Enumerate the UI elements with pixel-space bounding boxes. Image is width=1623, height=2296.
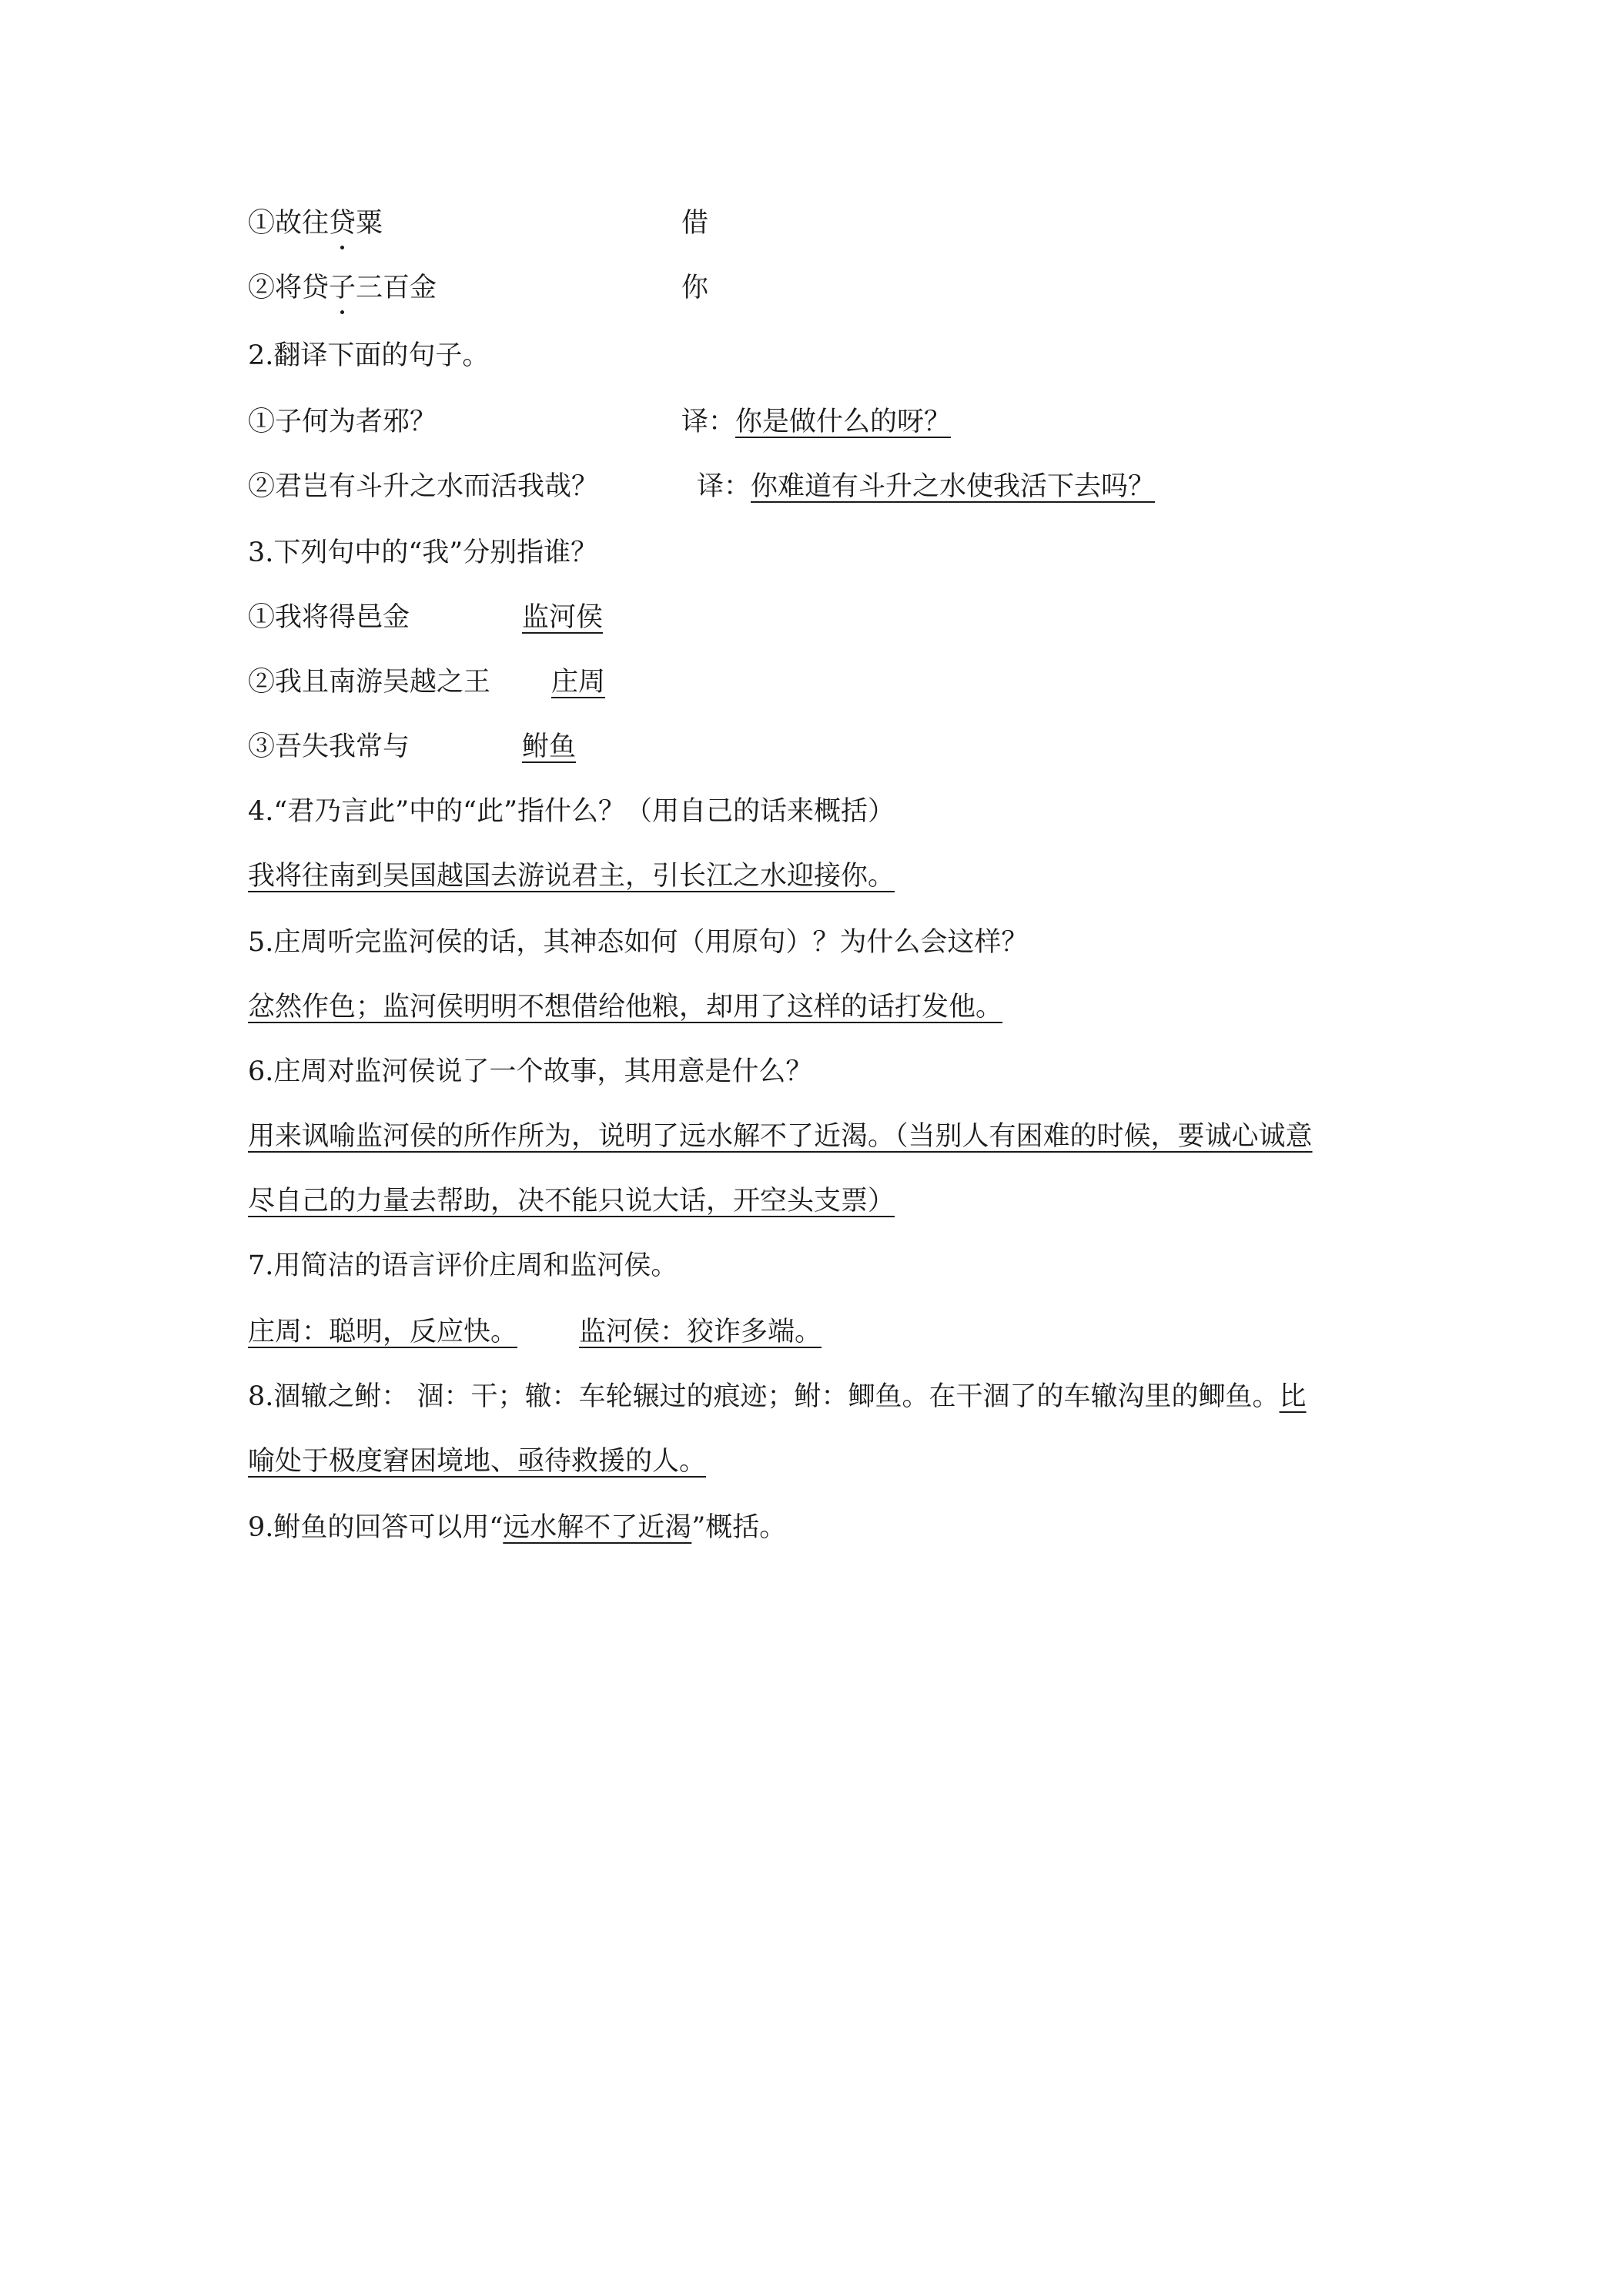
q9-line <box>248 1509 786 1546</box>
q8-answer-start: 比 <box>1279 1381 1307 1412</box>
q2-item1-answer: 你是做什么的呀？ <box>735 407 952 437</box>
q3-item2-answer: 庄周 <box>551 667 606 698</box>
q7-answer-zhuangzhou: 庄周：聪明，反应快。 <box>248 1317 518 1347</box>
q2-item1-translation <box>681 403 951 440</box>
q1-item1-post: 粟 <box>356 208 383 239</box>
q2-item2-sentence: ②君岂有斗升之水而活我哉？ <box>248 471 599 502</box>
q1-item2-post: 三百金 <box>356 273 437 303</box>
q5-title: 5.庄周听完监河侯的话，其神态如何（用原句）？为什么会这样？ <box>248 927 1029 958</box>
q3-title: 3.下列句中的“我”分别指谁？ <box>248 537 598 568</box>
q4-title: 4.“君乃言此”中的“此”指什么？（用自己的话来概括） <box>248 796 895 827</box>
q6-answer-line1: 用来讽喻监河侯的所作所为，说明了远水解不了近渴。（当别人有困难的时候，要诚心诚意 <box>248 1121 1313 1152</box>
q3-item1-sentence: ①我将得邑金 <box>248 602 410 633</box>
q7-answer <box>248 1314 822 1350</box>
q7-title: 7.用简洁的语言评价庄周和监河侯。 <box>248 1250 678 1281</box>
q1-item2-answer: 你 <box>681 273 709 303</box>
q2-item2-answer: 你难道有斗升之水使我活下去吗？ <box>751 471 1156 502</box>
q3-item1-answer: 监河侯 <box>522 602 604 633</box>
q2-item2-label: 译： <box>697 471 751 502</box>
q1-item1-pre: ①故往 <box>248 208 330 239</box>
q7-answer-jianhehou: 监河侯：狡诈多端。 <box>579 1317 822 1347</box>
q8-line1 <box>248 1378 1307 1415</box>
q5-answer: 忿然作色；监河侯明明不想借给他粮，却用了这样的话打发他。 <box>248 992 1003 1022</box>
q6-title: 6.庄周对监河侯说了一个故事，其用意是什么？ <box>248 1056 813 1087</box>
q1-item1-emphasis-char: 贷 <box>329 205 356 242</box>
q1-item1 <box>248 205 383 242</box>
q2-title: 2.翻译下面的句子。 <box>248 340 490 371</box>
q3-item3-answer: 鲋鱼 <box>522 731 577 762</box>
q4-answer: 我将往南到吴国越国去游说君主，引长江之水迎接你。 <box>248 861 895 892</box>
q1-item2 <box>248 269 437 306</box>
q9-pre: 9.鲋鱼的回答可以用“ <box>248 1512 504 1543</box>
q9-answer: 远水解不了近渴 <box>503 1512 692 1543</box>
q8-answer-line2: 喻处于极度窘困境地、亟待救援的人。 <box>248 1446 707 1477</box>
q1-item2-emphasis-char: 子 <box>329 269 356 306</box>
q8-explanation: 8.涸辙之鲋： 涸：干；辙：车轮辗过的痕迹；鲋：鲫鱼。在干涸了的车辙沟里的鲫鱼。 <box>248 1381 1280 1412</box>
q1-item2-pre: ②将贷 <box>248 273 330 303</box>
q2-item1-label: 译： <box>681 407 736 437</box>
q3-item3-sentence: ③吾失我常与 <box>248 731 410 762</box>
q2-item1-sentence: ①子何为者邪？ <box>248 407 437 437</box>
q3-item2-sentence: ②我且南游吴越之王 <box>248 667 491 698</box>
q1-item1-answer: 借 <box>681 208 709 239</box>
q9-post: ”概括。 <box>691 1512 787 1543</box>
q6-answer-line2: 尽自己的力量去帮助，决不能只说大话，开空头支票） <box>248 1186 895 1217</box>
q2-item2-translation <box>697 468 1155 505</box>
